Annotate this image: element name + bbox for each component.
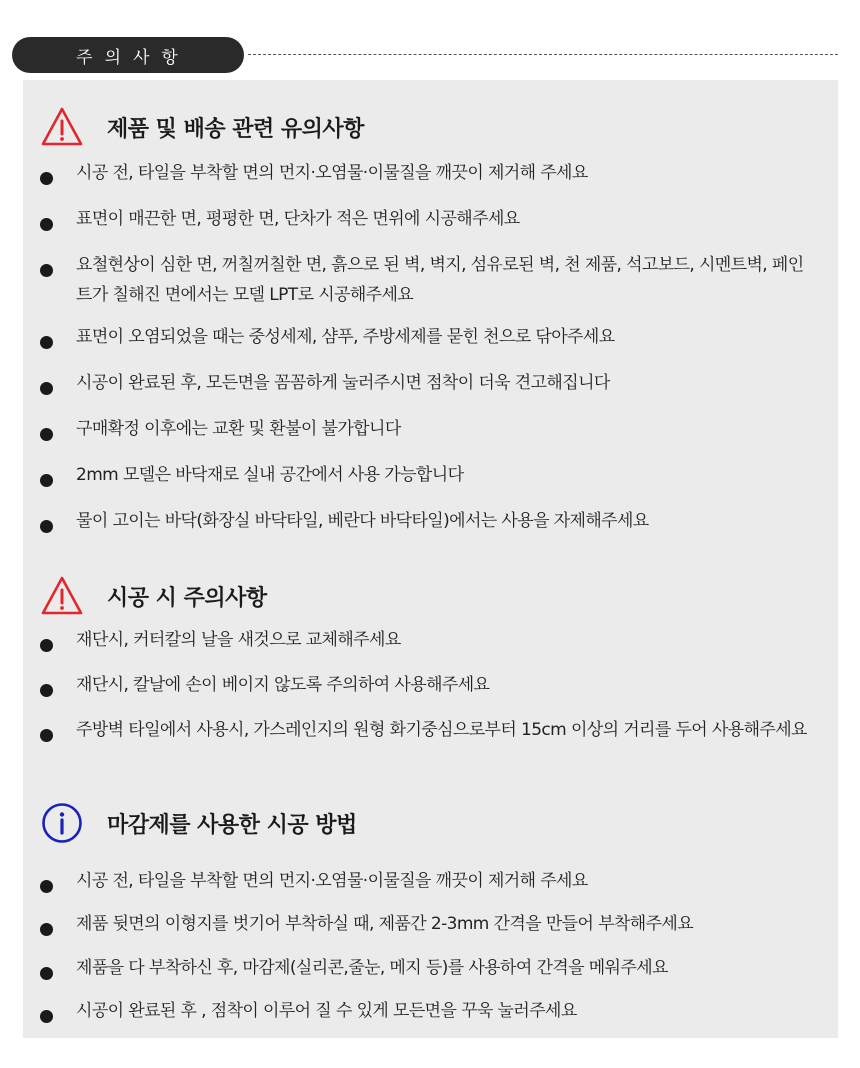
item-text: 요철현상이 심한 면, 꺼칠꺼칠한 면, 흙으로 된 벽, 벽지, 섬유로된 벽, 천 제품, 석고보드, 시멘트벽, 페인트가 칠해진 면에서는 모델 LPT로 시공해주세요	[76, 255, 804, 305]
bullet-dot	[40, 428, 53, 441]
bullet-dot	[40, 474, 53, 487]
bullet-dot	[40, 729, 53, 742]
item-text: 시공 전, 타일을 부착할 면의 먼지·오염물·이물질을 깨끗이 제거해 주세요	[76, 163, 588, 183]
item-text: 재단시, 칼날에 손이 베이지 않도록 주의하여 사용해주세요	[76, 675, 490, 695]
section-header	[23, 106, 838, 150]
item-text: 제품 뒷면의 이형지를 벗기어 부착하실 때, 제품간 2-3mm 간격을 만들어 부착해주세요	[76, 914, 694, 934]
item-text: 시공이 완료된 후 , 점착이 이루어 질 수 있게 모든면을 꾸욱 눌러주세요	[76, 1001, 577, 1021]
bullet-dot	[40, 172, 53, 185]
item-text: 시공 전, 타일을 부착할 면의 먼지·오염물·이물질을 깨끗이 제거해 주세요	[76, 871, 588, 891]
warning-triangle-icon	[40, 106, 84, 148]
section-installation-caution	[23, 575, 838, 740]
notice-tab-row	[12, 37, 838, 73]
item-text: 표면이 매끈한 면, 평평한 면, 단차가 적은 면위에 시공해주세요	[76, 209, 520, 229]
section-title: 제품 및 배송 관련 유의사항	[107, 117, 364, 142]
item-text: 구매확정 이후에는 교환 및 환불이 불가합니다	[76, 419, 401, 439]
bullet-dot	[40, 639, 53, 652]
dashed-divider	[248, 54, 838, 55]
bullet-dot	[40, 967, 53, 980]
bullet-dot	[40, 520, 53, 533]
section-finishing-method	[23, 802, 838, 1021]
item-text: 2mm 모델은 바닥재로 실내 공간에서 사용 가능합니다	[76, 465, 464, 485]
item-text: 재단시, 커터칼의 날을 새것으로 교체해주세요	[76, 630, 401, 650]
section-header	[23, 575, 838, 619]
warning-triangle-icon	[40, 575, 84, 617]
section-title: 마감제를 사용한 시공 방법	[107, 813, 357, 838]
bullet-dot	[40, 923, 53, 936]
bullet-dot	[40, 218, 53, 231]
notice-panel	[23, 80, 838, 1038]
item-text: 물이 고이는 바닥(화장실 바닥타일, 베란다 바닥타일)에서는 사용을 자제해주세요	[76, 511, 649, 531]
item-text: 주방벽 타일에서 사용시, 가스레인지의 원형 화기중심으로부터 15cm 이상의 거리를 두어 사용해주세요	[76, 720, 807, 740]
section-product-delivery	[23, 106, 838, 531]
item-text: 시공이 완료된 후, 모든면을 꼼꼼하게 눌러주시면 점착이 더욱 견고해집니다	[76, 373, 610, 393]
bullet-dot	[40, 684, 53, 697]
bullet-dot	[40, 264, 53, 277]
section-header	[23, 802, 838, 846]
notice-tab: 주의사항	[12, 37, 244, 73]
bullet-dot	[40, 382, 53, 395]
info-circle-icon	[40, 802, 84, 844]
item-text: 제품을 다 부착하신 후, 마감제(실리콘,줄눈, 메지 등)를 사용하여 간격을 메워주세요	[76, 958, 668, 978]
item-text: 표면이 오염되었을 때는 중성세제, 샴푸, 주방세제를 묻힌 천으로 닦아주세요	[76, 327, 615, 347]
section-title: 시공 시 주의사항	[107, 586, 267, 611]
bullet-dot	[40, 1010, 53, 1023]
bullet-dot	[40, 880, 53, 893]
bullet-dot	[40, 336, 53, 349]
